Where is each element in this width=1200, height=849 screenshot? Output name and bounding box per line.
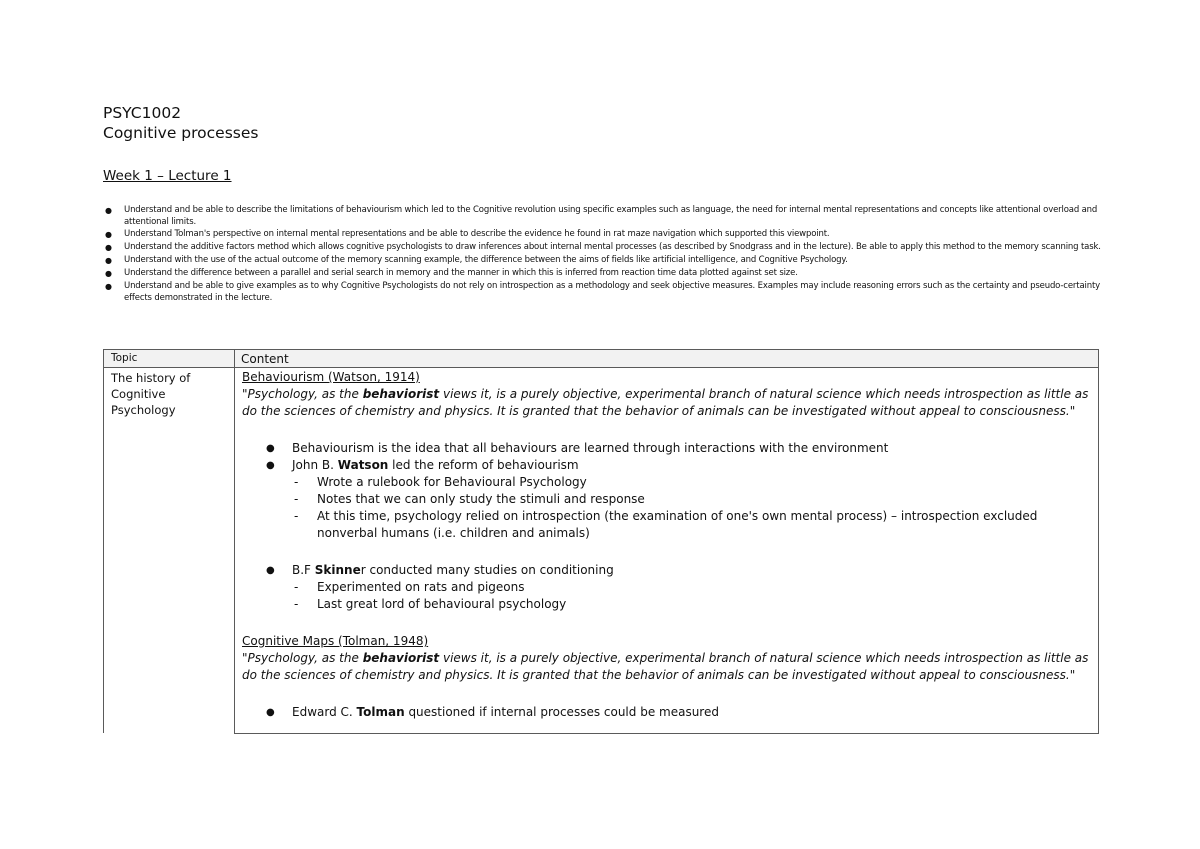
dash-icon: - xyxy=(294,597,299,611)
bullet-icon: ● xyxy=(105,269,112,279)
course-code: PSYC1002 xyxy=(103,104,182,122)
list-item: - Wrote a rulebook for Behavioural Psychology xyxy=(294,475,587,489)
objective-item: ● Understand with the use of the actual outcome of the memory scanning example, the difference between the aims of fields like artificial intelligence, and Cognitive Psychology. xyxy=(105,255,848,266)
tolman-quote: "Psychology, as the behaviorist views it, is a purely objective, experimental branch of natural science which needs introspection as little as do the sciences of chemistry and physics. It is granted that the behavior of animals can be investigated without appeal to consciousness." xyxy=(242,651,1089,682)
skinner-bullets xyxy=(242,562,1090,613)
list-item: ● John B. Watson led the reform of behaviourism - Wrote a rulebook for Behavioural Psychology - Notes that we can only study the stimuli and response - At this time, psychology relied on introspection (the examination of one's own mental process) – introspection excluded nonverbal humans (i.e. children and animals) xyxy=(242,457,1090,542)
tolman-bullets xyxy=(242,704,1090,721)
objective-item: ● Understand Tolman's perspective on internal mental representations and be able to describe the evidence he found in rat maze navigation which supported this viewpoint. xyxy=(105,229,830,240)
list-item: ● Behaviourism is the idea that all behaviours are learned through interactions with the environment xyxy=(266,441,889,455)
bullet-icon: ● xyxy=(266,443,275,454)
list-item: ● Edward C. Tolman questioned if internal processes could be measured xyxy=(266,705,719,719)
header-content: Content xyxy=(235,350,1099,368)
list-item: - At this time, psychology relied on introspection (the examination of one's own mental process) – introspection excluded nonverbal humans (i.e. children and animals) xyxy=(294,509,1038,540)
header-topic: Topic xyxy=(104,350,235,368)
bullet-icon: ● xyxy=(105,206,112,215)
table-row xyxy=(104,368,1099,734)
behaviourism-bullets xyxy=(242,440,1090,542)
content-cell xyxy=(235,368,1099,734)
course-name: Cognitive processes xyxy=(103,124,259,142)
bullet-icon: ● xyxy=(105,230,112,240)
watson-sublist xyxy=(292,474,1090,542)
dash-icon: - xyxy=(294,580,299,594)
list-item: - Notes that we can only study the stimuli and response xyxy=(294,492,645,506)
list-item: ● B.F Skinner conducted many studies on conditioning - Experimented on rats and pigeons - Last great lord of behavioural psychology xyxy=(242,562,1090,613)
skinner-sublist xyxy=(292,579,1090,613)
objective-item: ● Understand and be able to give examples as to why Cognitive Psychologists do not rely on introspection as a methodology and seek objective measures. Examples may include reasoning errors such as the certainty and pseudo-certainty effects demonstrated in the lecture. xyxy=(105,281,1101,303)
dash-icon: - xyxy=(294,492,299,506)
bullet-icon: ● xyxy=(105,243,112,253)
objective-item: ● Understand the additive factors method which allows cognitive psychologists to draw inferences about internal mental processes (as described by Snodgrass and in the lecture). Be able to apply this method to the memory scanning task. xyxy=(105,242,1101,253)
objective-item: ● Understand and be able to describe the limitations of behaviourism which led to the Cognitive revolution using specific examples such as language, the need for internal mental representations and concepts like attentional overload and attentional limits. xyxy=(105,205,1098,227)
bullet-icon: ● xyxy=(266,565,275,576)
list-item: - Experimented on rats and pigeons xyxy=(294,580,525,594)
objective-item: ● Understand the difference between a parallel and serial search in memory and the manner in which this is inferred from reaction time data plotted against set size. xyxy=(105,268,798,279)
bullet-icon: ● xyxy=(266,460,275,471)
topic-cell: The history of Cognitive Psychology xyxy=(104,368,235,734)
bullet-icon: ● xyxy=(266,707,275,718)
notes-table xyxy=(103,349,1099,734)
list-item: - Last great lord of behavioural psychology xyxy=(294,597,567,611)
week-title: Week 1 – Lecture 1 xyxy=(103,168,232,184)
bullet-icon: ● xyxy=(105,256,112,266)
bullet-icon: ● xyxy=(105,282,112,292)
section-heading-cognitive-maps: Cognitive Maps (Tolman, 1948) xyxy=(242,634,429,648)
table-header-row xyxy=(104,350,1099,368)
watson-quote: "Psychology, as the behaviorist views it, is a purely objective, experimental branch of natural science which needs introspection as little as do the sciences of chemistry and physics. It is granted that the behavior of animals can be investigated without appeal to consciousness." xyxy=(242,387,1089,418)
dash-icon: - xyxy=(294,509,299,523)
learning-objectives-list xyxy=(103,205,1103,306)
section-heading-behaviourism: Behaviourism (Watson, 1914) xyxy=(242,370,420,384)
dash-icon: - xyxy=(294,475,299,489)
